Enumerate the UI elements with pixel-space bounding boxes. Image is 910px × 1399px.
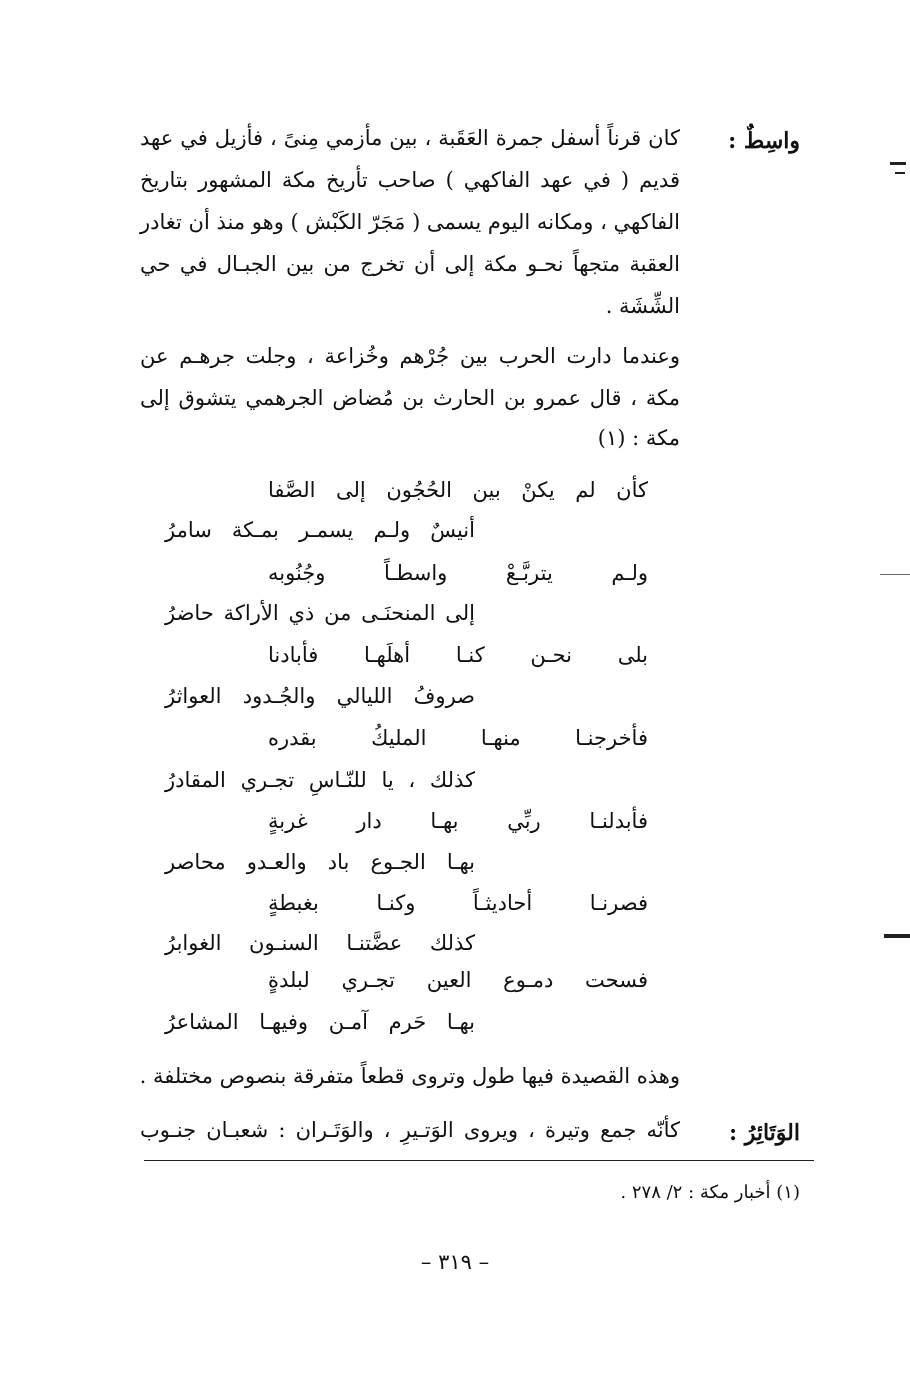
- poem-hemistich-first: ولـم يتربَّـعْ واسطـاً وجُنُوبه: [268, 561, 648, 585]
- page-number: – ٣١٩ –: [420, 1250, 490, 1274]
- poem-hemistich-first: كأن لم يكنْ بين الحُجُون إلى الصَّفا: [268, 478, 648, 502]
- scan-edge-mark: [895, 172, 905, 174]
- poem-hemistich-second: صروفُ الليالي والجُـدود العواثرُ: [165, 684, 475, 708]
- poem-hemistich-first: فصرنـا أحاديثـاً وكنـا بغبطةٍ: [268, 891, 648, 915]
- entry-line: الشِّشَة .: [605, 294, 680, 318]
- poem-hemistich-second: كذلك ، يا للنّـاسِ تجـري المقادرُ: [165, 768, 475, 792]
- scan-edge-mark: [884, 934, 910, 938]
- poem-hemistich-second: بهـا حَرم آمـن وفيهـا المشاعرُ: [165, 1010, 475, 1034]
- entry-line: كأنّه جمع وتيرة ، ويروى الوَتـيرِ ، والوَتَـران : شعبـان جنـوب: [140, 1118, 680, 1142]
- entry-line: قديم ( في عهد الفاكهي ) صاحب تأريخ مكة المشهور بتاريخ: [140, 168, 680, 192]
- poem-hemistich-first: فأبدلنـا ربِّي بهـا دار غربةٍ: [268, 809, 648, 833]
- poem-hemistich-second: كذلك عضَّتنـا السنـون الغوابرُ: [165, 931, 475, 955]
- entry-heading-wasit: واسِطٌ :: [728, 128, 800, 154]
- poem-hemistich-first: فسحت دمـوع العين تجـري لبلدةٍ: [268, 968, 648, 992]
- entry-line: كان قرناً أسفل جمرة العَقَبة ، بين مأزمي مِنىً ، فأزيل في عهد: [140, 126, 680, 150]
- poem-hemistich-second: بهـا الجـوع باد والعـدو محاصر: [165, 850, 475, 874]
- footnote-rule: [144, 1160, 814, 1161]
- intro-line: وعندما دارت الحرب بين جُرْهم وخُزاعة ، وجلت جرهـم عن: [140, 344, 680, 368]
- poem-hemistich-first: بلى نحـن كنـا أهلَهـا فأبادنا: [268, 643, 648, 667]
- poem-hemistich-second: أنيسٌ ولـم يسمـر بمـكة سامرُ: [165, 518, 475, 542]
- entry-heading-watair: الوَتَائِرُ :: [728, 1120, 800, 1146]
- intro-line: مكة ، قال عمرو بن الحارث بن مُضاض الجرهمي يتشوق إلى: [140, 386, 680, 410]
- poem-hemistich-second: إلى المنحنَـى من ذي الأراكة حاضرُ: [165, 601, 475, 625]
- scan-edge-mark: [890, 162, 906, 165]
- intro-line: مكة : (١): [597, 426, 680, 450]
- closing-paragraph: وهذه القصيدة فيها طول وتروى قطعاً متفرقة بنصوص مختلفة .: [139, 1064, 680, 1088]
- entry-line: العقبة متجهاً نحـو مكة إلى أن تخرج من بين الجبـال في حي: [140, 252, 680, 276]
- footnote: (١) أخبار مكة : ٢/ ٢٧٨ .: [620, 1182, 800, 1203]
- entry-line: الفاكهي ، ومكانه اليوم يسمى ( مَجَرّ الكَبْش ) وهو منذ أن تغادر: [140, 210, 680, 234]
- poem-hemistich-first: فأخرجنـا منهـا المليكُ بقدره: [268, 726, 648, 750]
- scan-edge-mark: [880, 574, 910, 575]
